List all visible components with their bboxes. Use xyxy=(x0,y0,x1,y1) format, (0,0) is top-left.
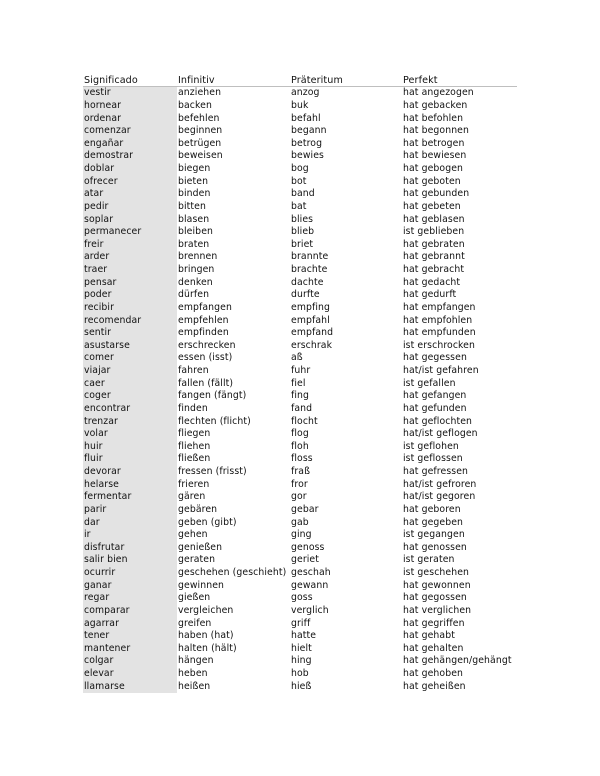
infinitiv-cell: geraten xyxy=(178,554,216,566)
perfekt-cell: hat gebogen xyxy=(403,163,464,175)
significado-cell: recibir xyxy=(83,302,177,315)
table-row xyxy=(83,100,517,113)
infinitiv-cell: empfehlen xyxy=(178,314,229,326)
perfekt-cell: hat empfangen xyxy=(403,301,476,313)
infinitiv-cell: fangen (fängt) xyxy=(178,390,247,402)
praeteritum-cell: geriet xyxy=(291,554,319,566)
infinitiv-cell: fliehen xyxy=(178,440,211,452)
significado-cell: ofrecer xyxy=(83,175,177,188)
infinitiv-cell: essen (isst) xyxy=(178,352,233,364)
infinitiv-cell: gewinnen xyxy=(178,579,225,591)
praeteritum-cell: floss xyxy=(291,453,313,465)
perfekt-cell: hat geboren xyxy=(403,503,461,515)
significado-cell: parir xyxy=(83,504,177,517)
infinitiv-cell: haben (hat) xyxy=(178,630,234,642)
infinitiv-cell: backen xyxy=(178,99,212,111)
praeteritum-cell: goss xyxy=(291,592,313,604)
table-row xyxy=(83,655,517,668)
significado-cell: caer xyxy=(83,377,177,390)
perfekt-cell: hat gebacken xyxy=(403,99,468,111)
table-row xyxy=(83,150,517,163)
header-infinitiv: Infinitiv xyxy=(177,70,290,87)
infinitiv-cell: betrügen xyxy=(178,137,222,149)
perfekt-cell: hat gebracht xyxy=(403,264,465,276)
perfekt-cell: hat bewiesen xyxy=(403,150,467,162)
table-row xyxy=(83,163,517,176)
table-row xyxy=(83,276,517,289)
table-row xyxy=(83,605,517,618)
verb-conjugation-table xyxy=(83,70,517,693)
praeteritum-cell: fror xyxy=(291,478,308,490)
table-row xyxy=(83,466,517,479)
perfekt-cell: hat befohlen xyxy=(403,112,464,124)
table-row xyxy=(83,428,517,441)
infinitiv-cell: geschehen (geschieht) xyxy=(178,567,287,579)
perfekt-cell: hat gewonnen xyxy=(403,579,471,591)
table-body xyxy=(83,87,517,694)
significado-cell: engañar xyxy=(83,138,177,151)
perfekt-cell: hat geflochten xyxy=(403,415,473,427)
table-row xyxy=(83,579,517,592)
significado-cell: salir bien xyxy=(83,554,177,567)
table-row xyxy=(83,567,517,580)
praeteritum-cell: gebar xyxy=(291,503,319,515)
praeteritum-cell: aß xyxy=(291,352,303,364)
infinitiv-cell: blasen xyxy=(178,213,210,225)
infinitiv-cell: heißen xyxy=(178,680,211,692)
infinitiv-cell: flechten (flicht) xyxy=(178,415,251,427)
praeteritum-cell: flog xyxy=(291,428,309,440)
table-row xyxy=(83,453,517,466)
perfekt-cell: hat verglichen xyxy=(403,604,472,616)
significado-cell: agarrar xyxy=(83,617,177,630)
significado-cell: trenzar xyxy=(83,415,177,428)
significado-cell: fluir xyxy=(83,453,177,466)
perfekt-cell: hat gegossen xyxy=(403,592,467,604)
significado-cell: huir xyxy=(83,441,177,454)
infinitiv-cell: bringen xyxy=(178,264,215,276)
significado-cell: ir xyxy=(83,529,177,542)
praeteritum-cell: fand xyxy=(291,402,313,414)
perfekt-cell: hat gegeben xyxy=(403,516,464,528)
significado-cell: arder xyxy=(83,251,177,264)
praeteritum-cell: flocht xyxy=(291,415,318,427)
table-row xyxy=(83,668,517,681)
praeteritum-cell: durfte xyxy=(291,289,320,301)
significado-cell: comer xyxy=(83,352,177,365)
praeteritum-cell: bot xyxy=(291,175,307,187)
table-row xyxy=(83,112,517,125)
infinitiv-cell: dürfen xyxy=(178,289,210,301)
perfekt-cell: hat begonnen xyxy=(403,125,469,137)
perfekt-cell: hat geheißen xyxy=(403,680,466,692)
perfekt-cell: hat gegriffen xyxy=(403,617,465,629)
perfekt-cell: ist geraten xyxy=(403,554,455,566)
praeteritum-cell: gewann xyxy=(291,579,329,591)
table-row xyxy=(83,630,517,643)
table-row xyxy=(83,516,517,529)
infinitiv-cell: bitten xyxy=(178,200,206,212)
praeteritum-cell: empfing xyxy=(291,301,331,313)
infinitiv-cell: fliegen xyxy=(178,428,211,440)
table-row xyxy=(83,542,517,555)
praeteritum-cell: fing xyxy=(291,390,310,402)
infinitiv-cell: binden xyxy=(178,188,211,200)
infinitiv-cell: beginnen xyxy=(178,125,223,137)
praeteritum-cell: brachte xyxy=(291,264,328,276)
table-row xyxy=(83,377,517,390)
praeteritum-cell: band xyxy=(291,188,315,200)
significado-cell: ordenar xyxy=(83,112,177,125)
perfekt-cell: hat/ist gegoren xyxy=(403,491,476,503)
significado-cell: mantener xyxy=(83,643,177,656)
infinitiv-cell: greifen xyxy=(178,617,212,629)
perfekt-cell: hat gebrannt xyxy=(403,251,465,263)
significado-cell: pensar xyxy=(83,276,177,289)
infinitiv-cell: finden xyxy=(178,402,208,414)
perfekt-cell: hat gegessen xyxy=(403,352,467,364)
table-row xyxy=(83,415,517,428)
praeteritum-cell: fuhr xyxy=(291,365,311,377)
significado-cell: regar xyxy=(83,592,177,605)
infinitiv-cell: fressen (frisst) xyxy=(178,466,247,478)
infinitiv-cell: beweisen xyxy=(178,150,223,162)
infinitiv-cell: fließen xyxy=(178,453,211,465)
perfekt-cell: hat gefunden xyxy=(403,402,467,414)
significado-cell: colgar xyxy=(83,655,177,668)
significado-cell: ocurrir xyxy=(83,567,177,580)
table-row xyxy=(83,213,517,226)
praeteritum-cell: befahl xyxy=(291,112,321,124)
table-row xyxy=(83,289,517,302)
praeteritum-cell: hieß xyxy=(291,680,312,692)
table-row xyxy=(83,226,517,239)
significado-cell: viajar xyxy=(83,365,177,378)
significado-cell: doblar xyxy=(83,163,177,176)
praeteritum-cell: fraß xyxy=(291,466,311,478)
table-row xyxy=(83,302,517,315)
table-row xyxy=(83,239,517,252)
praeteritum-cell: empfahl xyxy=(291,314,330,326)
praeteritum-cell: empfand xyxy=(291,327,334,339)
significado-cell: encontrar xyxy=(83,403,177,416)
praeteritum-cell: buk xyxy=(291,99,309,111)
table-row xyxy=(83,188,517,201)
significado-cell: disfrutar xyxy=(83,542,177,555)
praeteritum-cell: hatte xyxy=(291,630,317,642)
perfekt-cell: ist geblieben xyxy=(403,226,465,238)
significado-cell: dar xyxy=(83,516,177,529)
table-row xyxy=(83,340,517,353)
perfekt-cell: hat gebeten xyxy=(403,200,461,212)
perfekt-cell: ist gegangen xyxy=(403,529,465,541)
table-row xyxy=(83,138,517,151)
praeteritum-cell: betrog xyxy=(291,137,323,149)
infinitiv-cell: bleiben xyxy=(178,226,214,238)
significado-cell: demostrar xyxy=(83,150,177,163)
significado-cell: permanecer xyxy=(83,226,177,239)
significado-cell: asustarse xyxy=(83,340,177,353)
table-row xyxy=(83,478,517,491)
infinitiv-cell: brennen xyxy=(178,251,218,263)
perfekt-cell: hat gehoben xyxy=(403,668,464,680)
perfekt-cell: ist geflohen xyxy=(403,440,459,452)
infinitiv-cell: heben xyxy=(178,668,208,680)
significado-cell: fermentar xyxy=(83,491,177,504)
significado-cell: freir xyxy=(83,239,177,252)
praeteritum-cell: verglich xyxy=(291,604,329,616)
perfekt-cell: ist gefallen xyxy=(403,377,456,389)
perfekt-cell: hat/ist geflogen xyxy=(403,428,478,440)
perfekt-cell: ist geschehen xyxy=(403,567,470,579)
perfekt-cell: hat gedacht xyxy=(403,276,461,288)
table-row xyxy=(83,529,517,542)
praeteritum-cell: bat xyxy=(291,200,307,212)
table-row xyxy=(83,352,517,365)
perfekt-cell: hat gebraten xyxy=(403,238,465,250)
praeteritum-cell: fiel xyxy=(291,377,306,389)
significado-cell: soplar xyxy=(83,213,177,226)
infinitiv-cell: biegen xyxy=(178,163,211,175)
header-row xyxy=(83,70,517,87)
infinitiv-cell: geben (gibt) xyxy=(178,516,237,528)
perfekt-cell: hat gehalten xyxy=(403,642,464,654)
perfekt-cell: hat empfunden xyxy=(403,327,476,339)
significado-cell: sentir xyxy=(83,327,177,340)
perfekt-cell: ist geflossen xyxy=(403,453,463,465)
praeteritum-cell: bewies xyxy=(291,150,324,162)
praeteritum-cell: hob xyxy=(291,668,309,680)
perfekt-cell: hat gehabt xyxy=(403,630,455,642)
infinitiv-cell: gären xyxy=(178,491,206,503)
table-row xyxy=(83,643,517,656)
perfekt-cell: hat betrogen xyxy=(403,137,465,149)
praeteritum-cell: erschrak xyxy=(291,339,333,351)
perfekt-cell: ist erschrocken xyxy=(403,339,475,351)
table-row xyxy=(83,592,517,605)
table-row xyxy=(83,175,517,188)
perfekt-cell: hat angezogen xyxy=(403,87,474,99)
infinitiv-cell: empfangen xyxy=(178,301,232,313)
table-row xyxy=(83,314,517,327)
infinitiv-cell: gebären xyxy=(178,503,218,515)
table-row xyxy=(83,504,517,517)
significado-cell: pedir xyxy=(83,201,177,214)
table-row xyxy=(83,264,517,277)
table-row xyxy=(83,87,517,100)
table-row xyxy=(83,125,517,138)
infinitiv-cell: braten xyxy=(178,238,210,250)
praeteritum-cell: blies xyxy=(291,213,314,225)
praeteritum-cell: gor xyxy=(291,491,307,503)
infinitiv-cell: fahren xyxy=(178,365,209,377)
infinitiv-cell: anziehen xyxy=(178,87,222,99)
infinitiv-cell: gießen xyxy=(178,592,211,604)
perfekt-cell: hat empfohlen xyxy=(403,314,473,326)
perfekt-cell: hat gefressen xyxy=(403,466,469,478)
table-row xyxy=(83,201,517,214)
infinitiv-cell: empfinden xyxy=(178,327,229,339)
significado-cell: comparar xyxy=(83,605,177,618)
significado-cell: llamarse xyxy=(83,680,177,693)
table-row xyxy=(83,441,517,454)
praeteritum-cell: begann xyxy=(291,125,327,137)
table-row xyxy=(83,617,517,630)
perfekt-cell: hat/ist gefahren xyxy=(403,365,479,377)
infinitiv-cell: gehen xyxy=(178,529,208,541)
praeteritum-cell: gab xyxy=(291,516,309,528)
table-row xyxy=(83,680,517,693)
significado-cell: traer xyxy=(83,264,177,277)
perfekt-cell: hat genossen xyxy=(403,541,467,553)
infinitiv-cell: halten (hält) xyxy=(178,642,237,654)
significado-cell: atar xyxy=(83,188,177,201)
significado-cell: coger xyxy=(83,390,177,403)
significado-cell: tener xyxy=(83,630,177,643)
praeteritum-cell: griff xyxy=(291,617,311,629)
table-row xyxy=(83,491,517,504)
praeteritum-cell: hielt xyxy=(291,642,312,654)
infinitiv-cell: vergleichen xyxy=(178,604,234,616)
praeteritum-cell: anzog xyxy=(291,87,320,99)
header-perfekt: Perfekt xyxy=(402,70,517,87)
header-praeteritum: Präteritum xyxy=(290,70,402,87)
significado-cell: ganar xyxy=(83,579,177,592)
table-row xyxy=(83,390,517,403)
infinitiv-cell: befehlen xyxy=(178,112,220,124)
praeteritum-cell: briet xyxy=(291,238,314,250)
perfekt-cell: hat geboten xyxy=(403,175,461,187)
significado-cell: helarse xyxy=(83,478,177,491)
perfekt-cell: hat gebunden xyxy=(403,188,470,200)
significado-cell: recomendar xyxy=(83,314,177,327)
praeteritum-cell: hing xyxy=(291,655,312,667)
infinitiv-cell: frieren xyxy=(178,478,210,490)
table-row xyxy=(83,365,517,378)
table-row xyxy=(83,554,517,567)
infinitiv-cell: hängen xyxy=(178,655,214,667)
significado-cell: hornear xyxy=(83,100,177,113)
praeteritum-cell: blieb xyxy=(291,226,315,238)
table-row xyxy=(83,251,517,264)
perfekt-cell: hat/ist gefroren xyxy=(403,478,477,490)
infinitiv-cell: genießen xyxy=(178,541,223,553)
table-row xyxy=(83,403,517,416)
table-row xyxy=(83,327,517,340)
praeteritum-cell: dachte xyxy=(291,276,324,288)
infinitiv-cell: bieten xyxy=(178,175,209,187)
significado-cell: comenzar xyxy=(83,125,177,138)
significado-cell: volar xyxy=(83,428,177,441)
praeteritum-cell: geschah xyxy=(291,567,331,579)
praeteritum-cell: floh xyxy=(291,440,309,452)
perfekt-cell: hat geblasen xyxy=(403,213,465,225)
perfekt-cell: hat gedurft xyxy=(403,289,457,301)
praeteritum-cell: brannte xyxy=(291,251,329,263)
infinitiv-cell: erschrecken xyxy=(178,339,236,351)
perfekt-cell: hat gefangen xyxy=(403,390,467,402)
infinitiv-cell: fallen (fällt) xyxy=(178,377,234,389)
praeteritum-cell: bog xyxy=(291,163,309,175)
significado-cell: poder xyxy=(83,289,177,302)
header-significado: Significado xyxy=(83,70,177,87)
praeteritum-cell: genoss xyxy=(291,541,325,553)
perfekt-cell: hat gehängen/gehängt xyxy=(403,655,512,667)
praeteritum-cell: ging xyxy=(291,529,312,541)
significado-cell: devorar xyxy=(83,466,177,479)
infinitiv-cell: denken xyxy=(178,276,213,288)
significado-cell: elevar xyxy=(83,668,177,681)
significado-cell: vestir xyxy=(83,87,177,100)
